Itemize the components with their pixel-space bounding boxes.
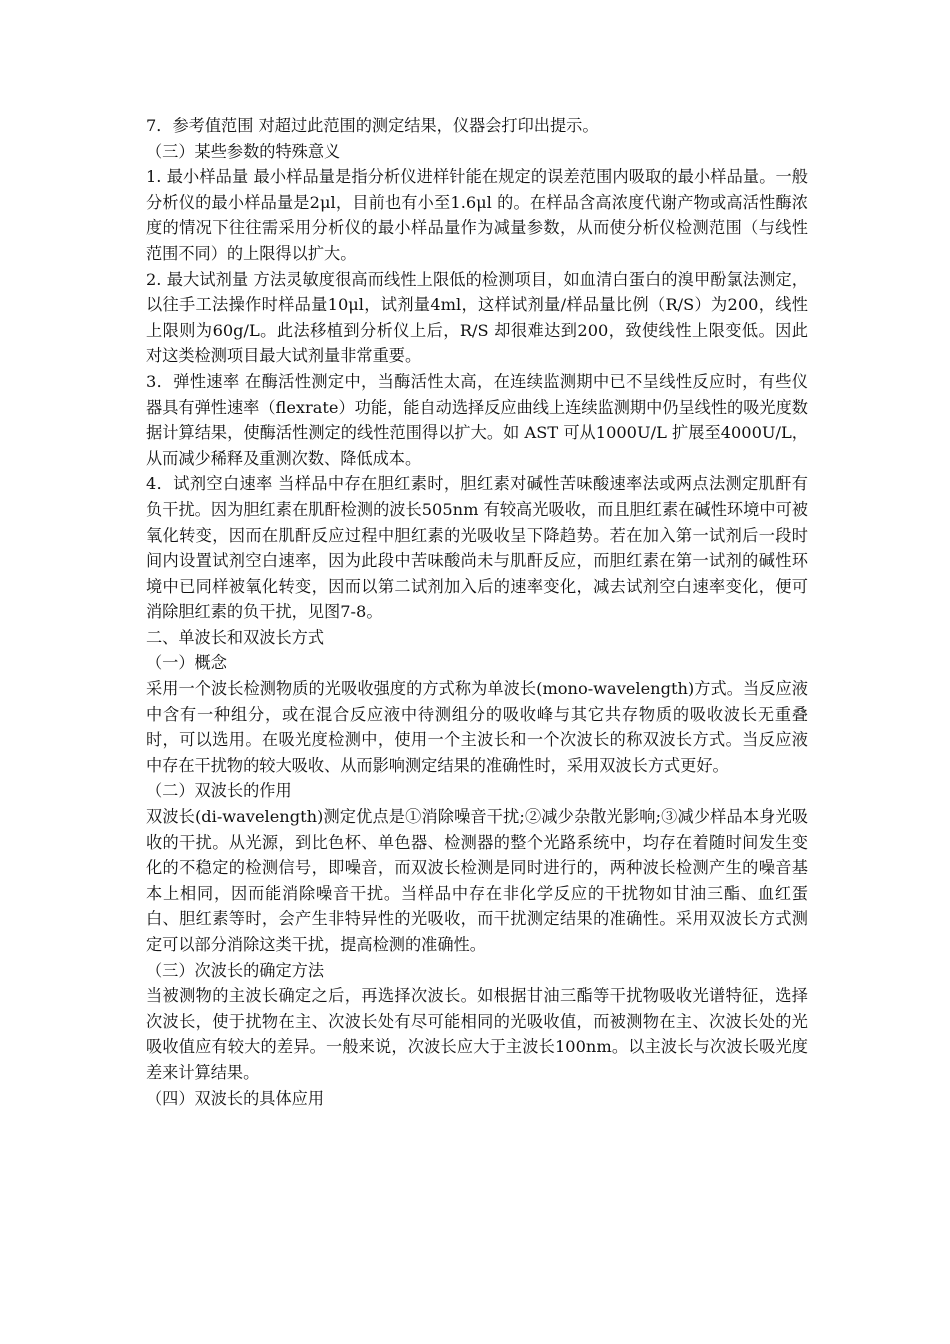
subheading-dual-wavelength-application: （四）双波长的具体应用: [146, 1088, 325, 1108]
dual-wavelength-role-paragraph: 双波长(di-wavelength)测定优点是①消除噪音干扰;②减少杂散光影响;③减少样品本身光吸收的干扰。从光源，到比色杯、单色器、检测器的整个光路系统中，均存在着随时间发生变化的不稳定的检测信号，即噪音，而双波长检测是同时进行的，两种波长检测产生的噪音基本上相同，因而能消除噪音干扰。当样品中存在非化学反应的干扰物如甘油三酯、血红蛋白、胆红素等时，会产生非特异性的光吸收，而干扰测定结果的准确性。采用双波长方式测定可以部分消除这类干扰，提高检测的准确性。: [146, 807, 808, 954]
section-heading-wavelength-modes: 二、单波长和双波长方式: [146, 627, 325, 647]
section-heading-special-parameters: （三）某些参数的特殊意义: [146, 141, 341, 161]
subheading-concept: （一）概念: [146, 653, 227, 673]
secondary-wavelength-paragraph: 当被测物的主波长确定之后，再选择次波长。如根据甘油三酯等干扰物吸收光谱特征，选择次波长，使于扰物在主、次波长处有尽可能相同的光吸收值，而被测物在主、次波长处的光吸收值应有较大的差异。一般来说，次波长应大于主波长100nm。以主波长与次波长吸光度差来计算结果。: [146, 986, 808, 1082]
subheading-dual-wavelength-role: （二）双波长的作用: [146, 781, 292, 801]
concept-paragraph: 采用一个波长检测物质的光吸收强度的方式称为单波长(mono-wavelength)方式。当反应液中含有一种组分，或在混合反应液中待测组分的吸收峰与其它共存物质的吸收波长无重叠时，可以选用。在吸光度检测中，使用一个主波长和一个次波长的称双波长方式。当反应液中存在干扰物的较大吸收、从而影响测定结果的准确性时，采用双波长方式更好。: [146, 679, 808, 775]
max-reagent-volume-paragraph: 2. 最大试剂量 方法灵敏度很高而线性上限低的检测项目，如血清白蛋白的溴甲酚氯法测定，以往手工法操作时样品量10μl，试剂量4ml，这样试剂量/样品量比例（R/S）为200，线性上限则为60g/L。此法移植到分析仪上后，R/S 却很难达到200，致使线性上限变低。因此对这类检测项目最大试剂量非常重要。: [146, 269, 808, 366]
flex-rate-paragraph: 3．弹性速率 在酶活性测定中，当酶活性太高，在连续监测期中已不呈线性反应时，有些仪器具有弹性速率（flexrate）功能，能自动选择反应曲线上连续监测期中仍呈线性的吸光度数据计算结果，使酶活性测定的线性范围得以扩大。如 AST 可从1000U/L 扩展至4000U/L，从而减少稀释及重测次数、降低成本。: [146, 371, 808, 468]
reagent-blank-rate-paragraph: 4．试剂空白速率 当样品中存在胆红素时，胆红素对碱性苦味酸速率法或两点法测定肌酐有负干扰。因为胆红素在肌酐检测的波长505nm 有较高光吸收，而且胆红素在碱性环境中可被氧化转变，因而在肌酐反应过程中胆红素的光吸收呈下降趋势。若在加入第一试剂后一段时间内设置试剂空白速率，因为此段中苦味酸尚未与肌酐反应，而胆红素在第一试剂的碱性环境中已同样被氧化转变，因而以第二试剂加入后的速率变化，减去试剂空白速率变化，便可消除胆红素的负干扰，见图7-8。: [146, 474, 808, 622]
reference-range-paragraph: 7．参考值范围 对超过此范围的测定结果，仪器会打印出提示。: [146, 116, 599, 135]
min-sample-volume-paragraph: 1. 最小样品量 最小样品量是指分析仪进样针能在规定的误差范围内吸取的最小样品量。一般分析仪的最小样品量是2μl，目前也有小至1.6μl 的。在样品含高浓度代谢产物或高活性酶浓度的情况下往往需采用分析仪的最小样品量作为减量参数，从而使分析仪检测范围（与线性范围不同）的上限得以扩大。: [146, 167, 808, 263]
subheading-secondary-wavelength: （三）次波长的确定方法: [146, 960, 325, 980]
document-page: [146, 113, 808, 1111]
